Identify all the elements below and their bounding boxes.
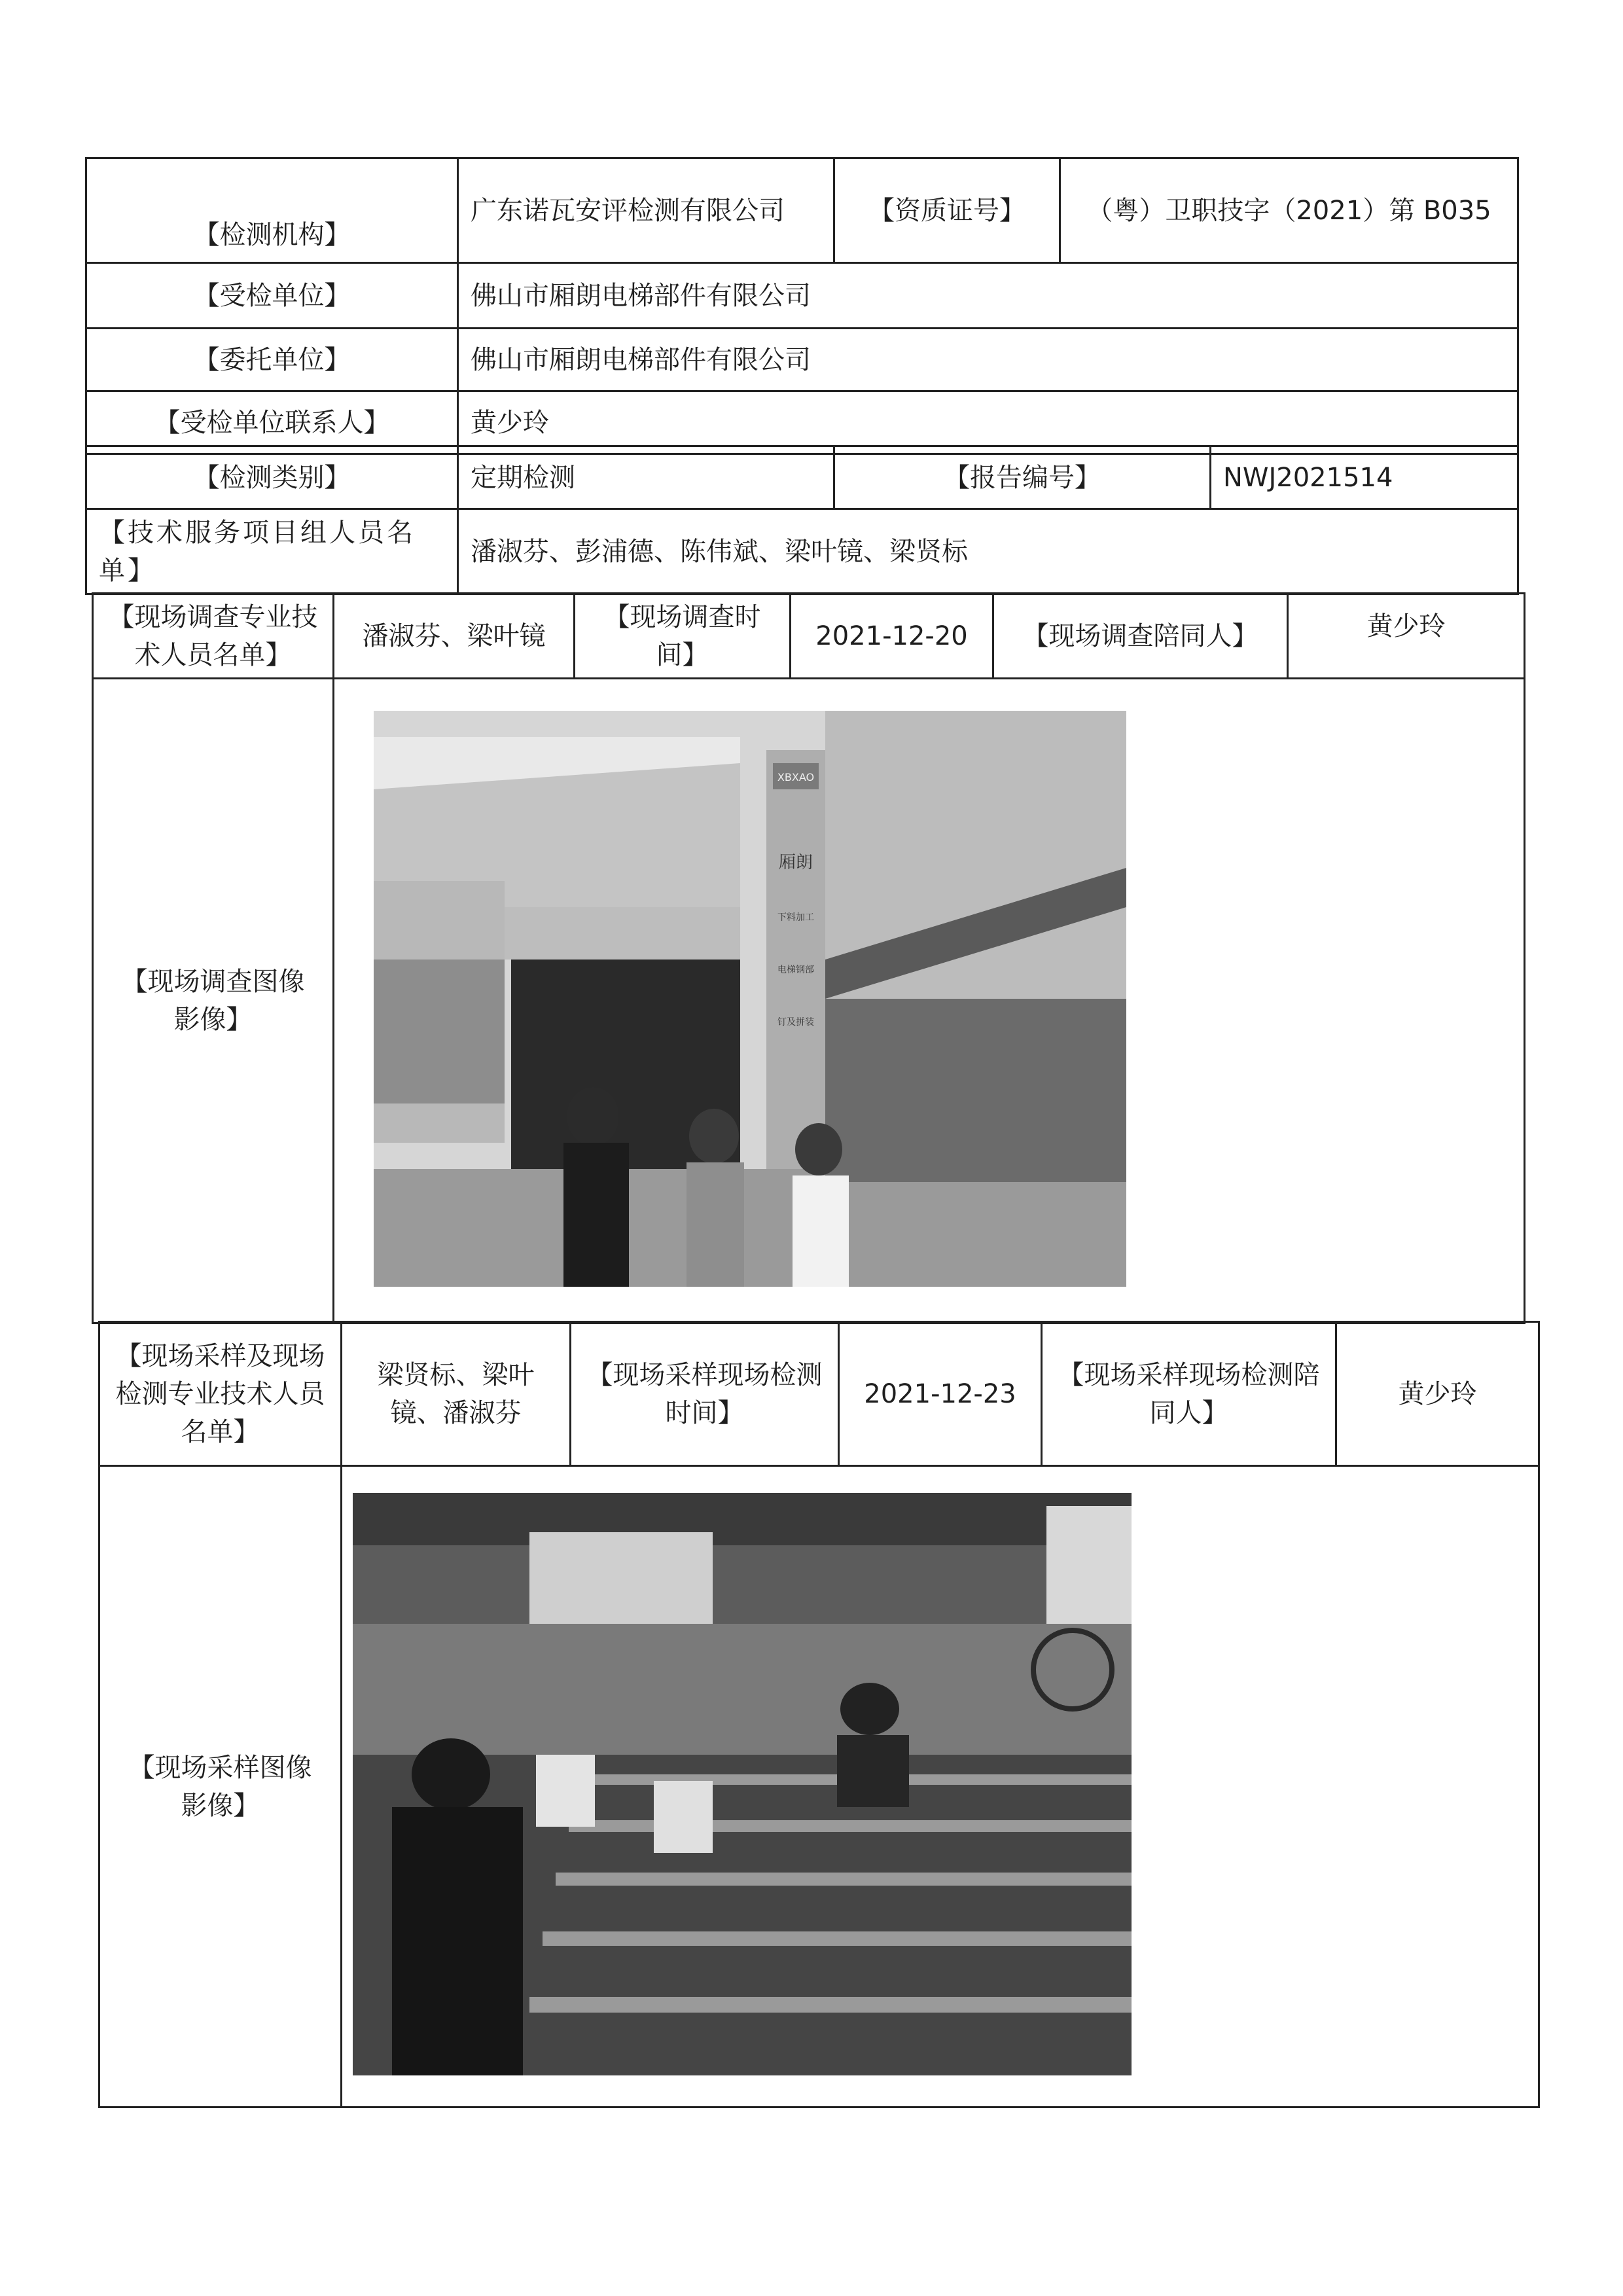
contact-label: 【受检单位联系人】 [86,391,458,454]
type-label: 【检测类别】 [86,446,458,509]
sampling-time-value: 2021-12-23 [839,1322,1042,1466]
report-value: NWJ2021514 [1211,446,1518,509]
survey-staff-label: 【现场调查专业技术人员名单】 [93,594,334,679]
sign-brand: 厢朗 [778,853,813,872]
survey-image-cell [334,679,1525,1323]
team-value: 潘淑芬、彭浦德、陈伟斌、梁叶镜、梁贤标 [458,509,1518,594]
survey-companion-label: 【现场调查陪同人】 [993,594,1288,679]
sign-line2: 电梯钢部 [777,965,814,975]
institution-value: 广东诺瓦安评检测有限公司 [458,158,834,263]
survey-image-label: 【现场调查图像影像】 [93,679,334,1323]
inspected-value: 佛山市厢朗电梯部件有限公司 [458,263,1518,329]
client-label: 【委托单位】 [86,329,458,391]
inspected-row [86,263,1518,329]
type-value: 定期检测 [458,446,834,509]
survey-time-label: 【现场调查时间】 [575,594,791,679]
client-value: 佛山市厢朗电梯部件有限公司 [458,329,1518,391]
survey-companion-value: 黄少玲 [1288,594,1525,679]
client-row [86,329,1518,391]
institution-label: 【检测机构】 [86,158,458,263]
sign-line3: 钉及拼装 [777,1017,814,1028]
survey-image-row [93,679,1525,1323]
sampling-info-row [99,1322,1539,1466]
sampling-image-row [99,1466,1539,2108]
survey-table [92,592,1525,1324]
sampling-staff-label: 【现场采样及现场检测专业技术人员名单】 [99,1322,342,1466]
institution-row [86,158,1518,263]
report-label: 【报告编号】 [834,446,1211,509]
survey-time-value: 2021-12-20 [791,594,993,679]
sign-line1: 下料加工 [777,912,814,923]
team-label: 【技术服务项目组人员名单】 [86,509,458,594]
inspected-label: 【受检单位】 [86,263,458,329]
sampling-companion-value: 黄少玲 [1336,1322,1539,1466]
basic-info-table [85,157,1519,455]
sampling-staff-value: 梁贤标、梁叶镜、潘淑芬 [342,1322,571,1466]
survey-photo [374,711,1126,1287]
team-row [86,509,1518,594]
type-row [86,446,1518,509]
sampling-time-label: 【现场采样现场检测时间】 [571,1322,839,1466]
survey-staff-value: 潘淑芬、梁叶镜 [334,594,575,679]
survey-info-row [93,594,1525,679]
cert-value: （粤）卫职技字（2021）第 B035 [1060,158,1518,263]
sign-logo: XBXAO [777,771,815,783]
type-table [85,445,1519,595]
contact-value: 黄少玲 [458,391,1518,454]
sampling-image-label: 【现场采样图像影像】 [99,1466,342,2108]
cert-label: 【资质证号】 [834,158,1060,263]
sampling-companion-label: 【现场采样现场检测陪同人】 [1042,1322,1336,1466]
sampling-photo [353,1493,1132,2075]
sampling-image-cell [342,1466,1539,2108]
sampling-table [98,1321,1540,2108]
